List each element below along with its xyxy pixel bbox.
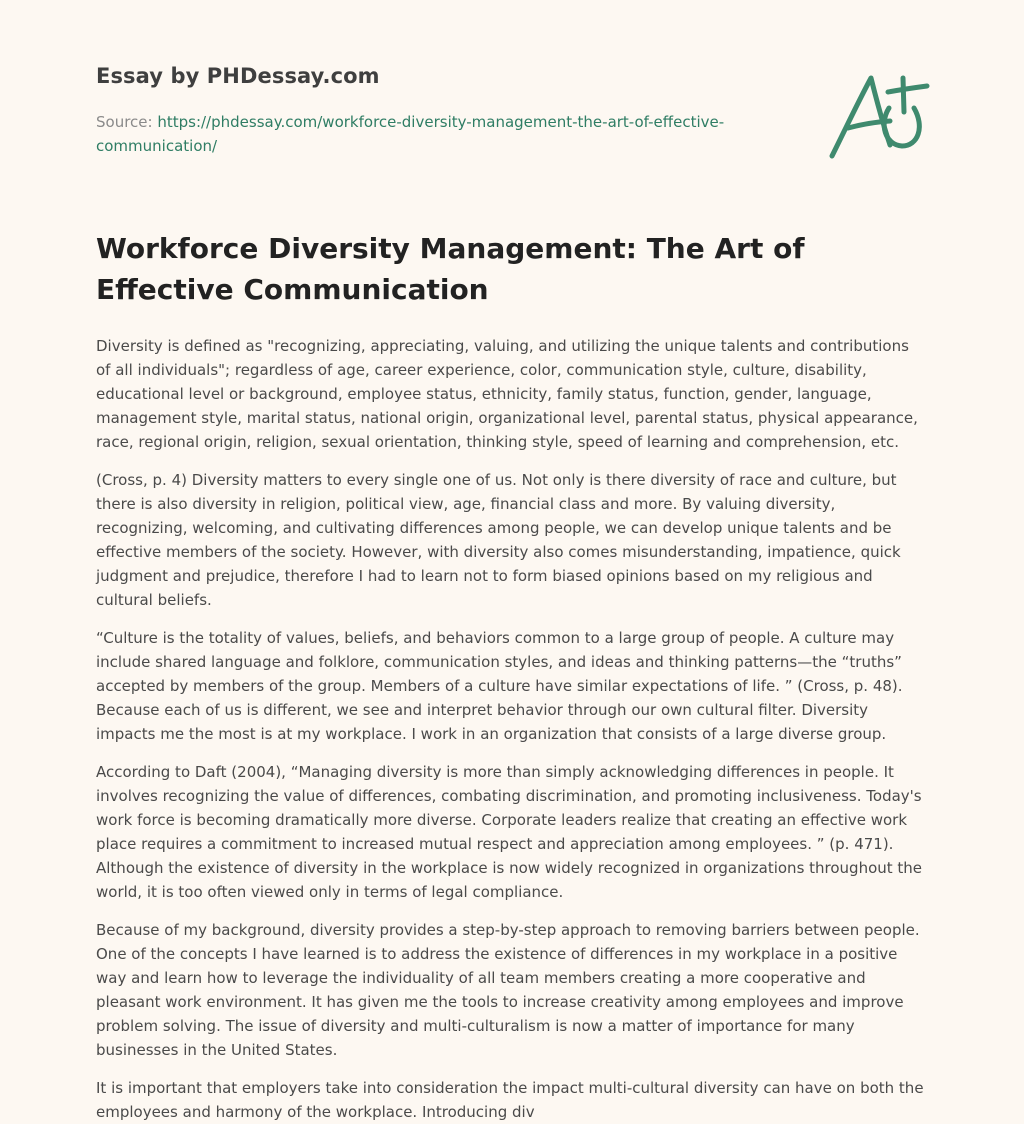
article-paragraph: (Cross, p. 4) Diversity matters to every single one of us. Not only is there diversity of race and culture, but there is also diversity in religion, political view, age, financial class and more. By valuing diversity, recognizing, welcoming, and cultivating differences among people, we can develop unique talents and be effective members of the society. However, with diversity also comes misunderstanding, impatience, quick judgment and prejudice, therefore I had to learn not to form biased opinions based on my religious and cultural beliefs. xyxy=(96,471,901,609)
source-label: Source: xyxy=(96,113,158,131)
article-paragraph: According to Daft (2004), “Managing diversity is more than simply acknowledging differences in people. It involves recognizing the value of differences, combating discrimination, and promoting inclusiveness. Today's work force is becoming dramatically more diverse. Corporate leaders realize that creating an effective work place requires a commitment to increased mutual respect and appreciation among employees. ” (p. 471). Although the existence of diversity in the workplace is now widely recognized in organizations throughout the world, it is too often viewed only in terms of legal compliance. xyxy=(96,763,923,901)
article-paragraph: “Culture is the totality of values, beliefs, and behaviors common to a large group of people. A culture may include shared language and folklore, communication styles, and ideas and thinking patterns—the “truths” accepted by members of the group. Members of a culture have similar expectations of life. ” (Cross, p. 48). Because each of us is different, we see and interpret behavior through our own cultural filter. Diversity impacts me the most is at my workplace. I work in an organization that consists of a large diverse group. xyxy=(96,629,903,743)
article-paragraph: It is important that employers take into consideration the impact multi-cultural diversity can have on both the employees and harmony of the workplace. Introducing div xyxy=(96,1079,924,1121)
site-brand: Essay by PHDessay.com xyxy=(96,64,380,88)
article-paragraph: Diversity is defined as "recognizing, appreciating, valuing, and utilizing the unique talents and contributions of all individuals"; regardless of age, career experience, color, communication style, culture, disability, educational level or background, employee status, ethnicity, family status, function, gender, language, management style, marital status, national origin, organizational level, parental status, physical appearance, race, regional origin, religion, sexual orientation, thinking style, speed of learning and comprehension, etc. xyxy=(96,337,918,451)
page-header xyxy=(96,0,928,208)
article-body xyxy=(96,334,928,1124)
article-paragraph: Because of my background, diversity provides a step-by-step approach to removing barriers between people. One of the concepts I have learned is to address the existence of differences in my workplace in a positive way and learn how to leverage the individuality of all team members creating a more cooperative and pleasant work environment. It has given me the tools to increase creativity among employees and improve problem solving. The issue of diversity and multi-culturalism is now a matter of importance for many businesses in the United States. xyxy=(96,921,920,1059)
article-title: Workforce Diversity Management: The Art of Effective Communication xyxy=(96,232,805,306)
source-line xyxy=(96,110,776,158)
a-plus-logo-icon xyxy=(824,66,934,168)
source-link[interactable]: https://phdessay.com/workforce-diversity-management-the-art-of-effective-communication/ xyxy=(96,113,725,155)
